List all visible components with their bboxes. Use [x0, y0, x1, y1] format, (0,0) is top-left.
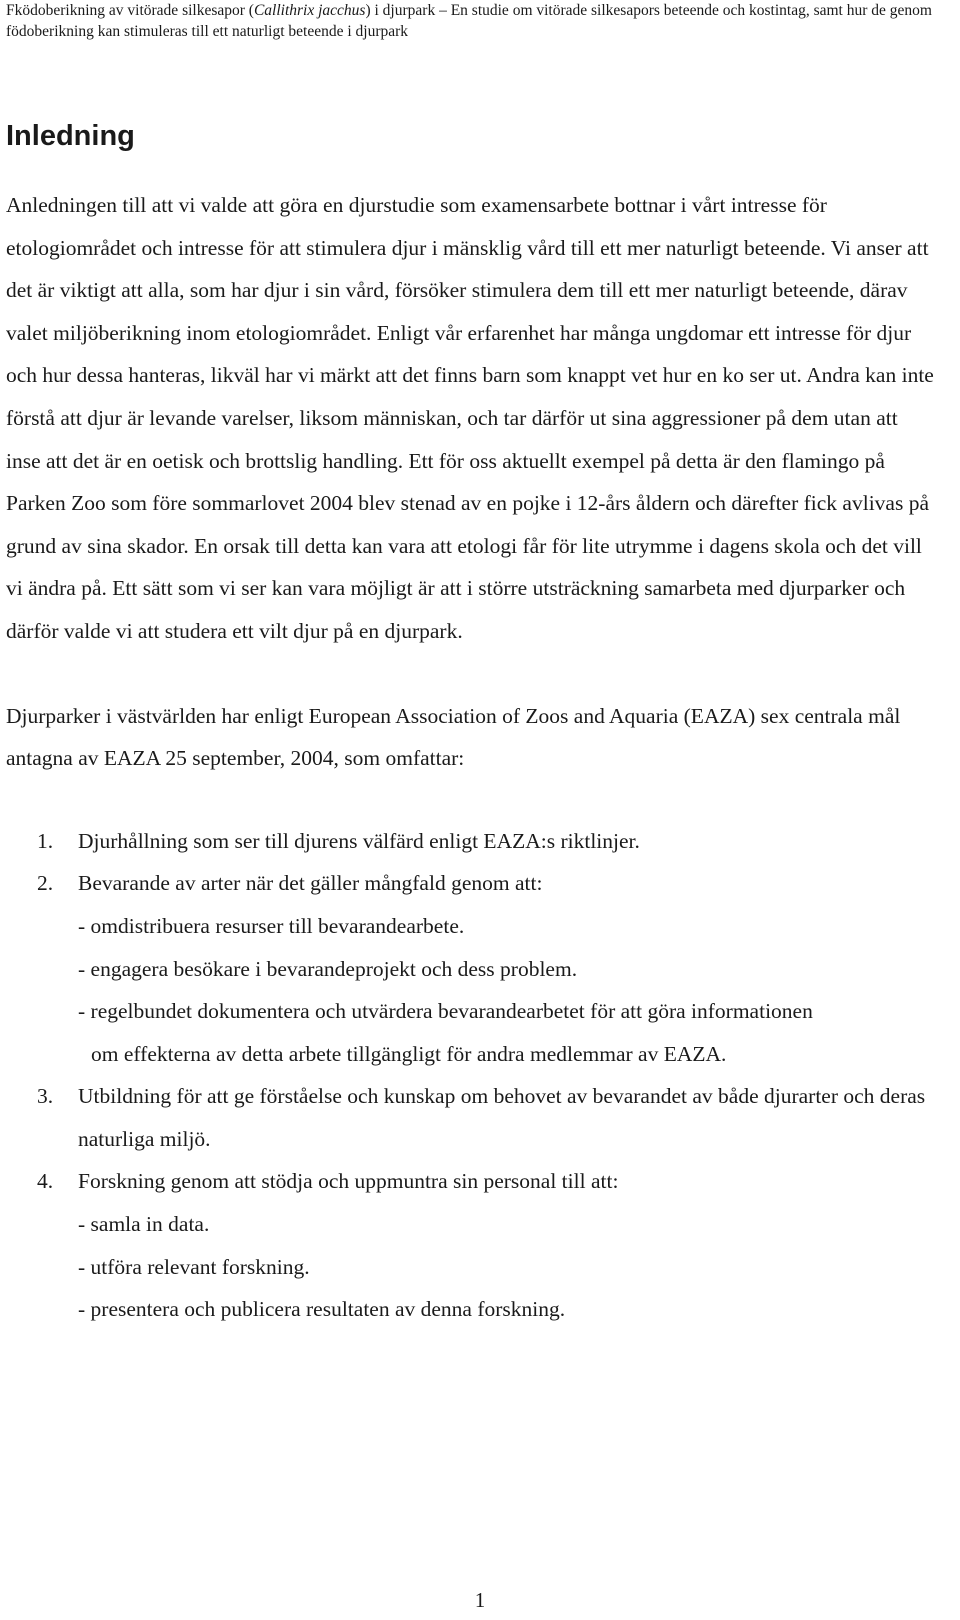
- list-item: [6, 1160, 936, 1330]
- list-item-text: Djurhållning som ser till djurens välfärd enligt EAZA:s riktlinjer.: [78, 828, 640, 853]
- sub-item: - presentera och publicera resultaten av denna forskning.: [78, 1297, 566, 1322]
- intro-paragraph: Anledningen till att vi valde att göra en djurstudie som examensarbete bottnar i vårt intresse för etologiområdet och intresse för att stimulera djur i mänsklig vård till ett mer naturligt beteende. Vi anser att det är viktigt att alla, som har djur i sin vård, försöker stimulera dem till ett mer naturligt beteende, därav valet miljöberikning inom etologiområdet. Enligt vår erfarenhet har många ungdomar ett intresse för djur och hur dessa hanteras, likväl har vi märkt att det finns barn som knappt vet hur en ko ser ut. Andra kan inte förstå att djur är levande varelser, liksom människan, och tar därför ut sina aggressioner på dem utan att inse att det är en oetisk och brottslig handling. Ett för oss aktuellt exempel på detta är den flamingo på Parken Zoo som före sommarlovet 2004 blev stenad av en pojke i 12-års åldern och därefter fick avlivas på grund av sina skador. En orsak till detta kan vara att etologi får för lite utrymme i dagens skola och det vill vi ändra på. Ett sätt som vi ser kan vara möjligt är att i större utsträckning samarbeta med djurparker och därför valde vi att studera ett vilt djur på en djurpark.: [6, 193, 934, 643]
- page-number: 1: [474, 1588, 486, 1612]
- sub-item: - utföra relevant forskning.: [78, 1254, 310, 1279]
- list-item-text: Utbildning för att ge förståelse och kunskap om behovet av bevarandet av både djurarter och deras naturliga miljö.: [78, 1084, 926, 1151]
- header-species-italic: Callithrix jacchus: [253, 2, 366, 19]
- list-item-text: Bevarande av arter när det gäller mångfald genom att:: [78, 871, 543, 896]
- list-item: [6, 820, 936, 863]
- list-item-number: 3.: [37, 1084, 54, 1109]
- list-item-number: 1.: [37, 828, 54, 853]
- sub-item: - omdistribuera resurser till bevarandearbete.: [78, 913, 465, 938]
- header-text-start: Fködoberikning av vitörade silkesapor (: [6, 2, 254, 19]
- section-heading: Inledning: [6, 120, 135, 152]
- eaza-paragraph: Djurparker i västvärlden har enligt European Association of Zoos and Aquaria (EAZA) sex centrala mål antagna av EAZA 25 september, 2004, som omfattar:: [6, 703, 901, 771]
- list-item-number: 2.: [37, 871, 54, 896]
- running-header: [6, 0, 936, 42]
- list-item: [6, 1075, 936, 1160]
- sub-item-continuation: om effekterna av detta arbete tillgängligt för andra medlemmar av EAZA.: [91, 1041, 727, 1066]
- list-item: [6, 862, 936, 1075]
- sub-item: - regelbundet dokumentera och utvärdera bevarandearbetet för att göra informationen: [78, 999, 813, 1024]
- sub-item: - samla in data.: [78, 1212, 210, 1237]
- goals-list: [6, 820, 936, 1331]
- header-text-end: ) i djurpark – En studie om vitörade silkesapors beteende och kostintag, samt hur de genom födoberikning kan stimuleras till ett naturligt beteende i djurpark: [6, 2, 932, 40]
- list-item-text: Forskning genom att stödja och uppmuntra sin personal till att:: [78, 1169, 619, 1194]
- list-item-number: 4.: [37, 1169, 54, 1194]
- sub-item: - engagera besökare i bevarandeprojekt och dess problem.: [78, 956, 578, 981]
